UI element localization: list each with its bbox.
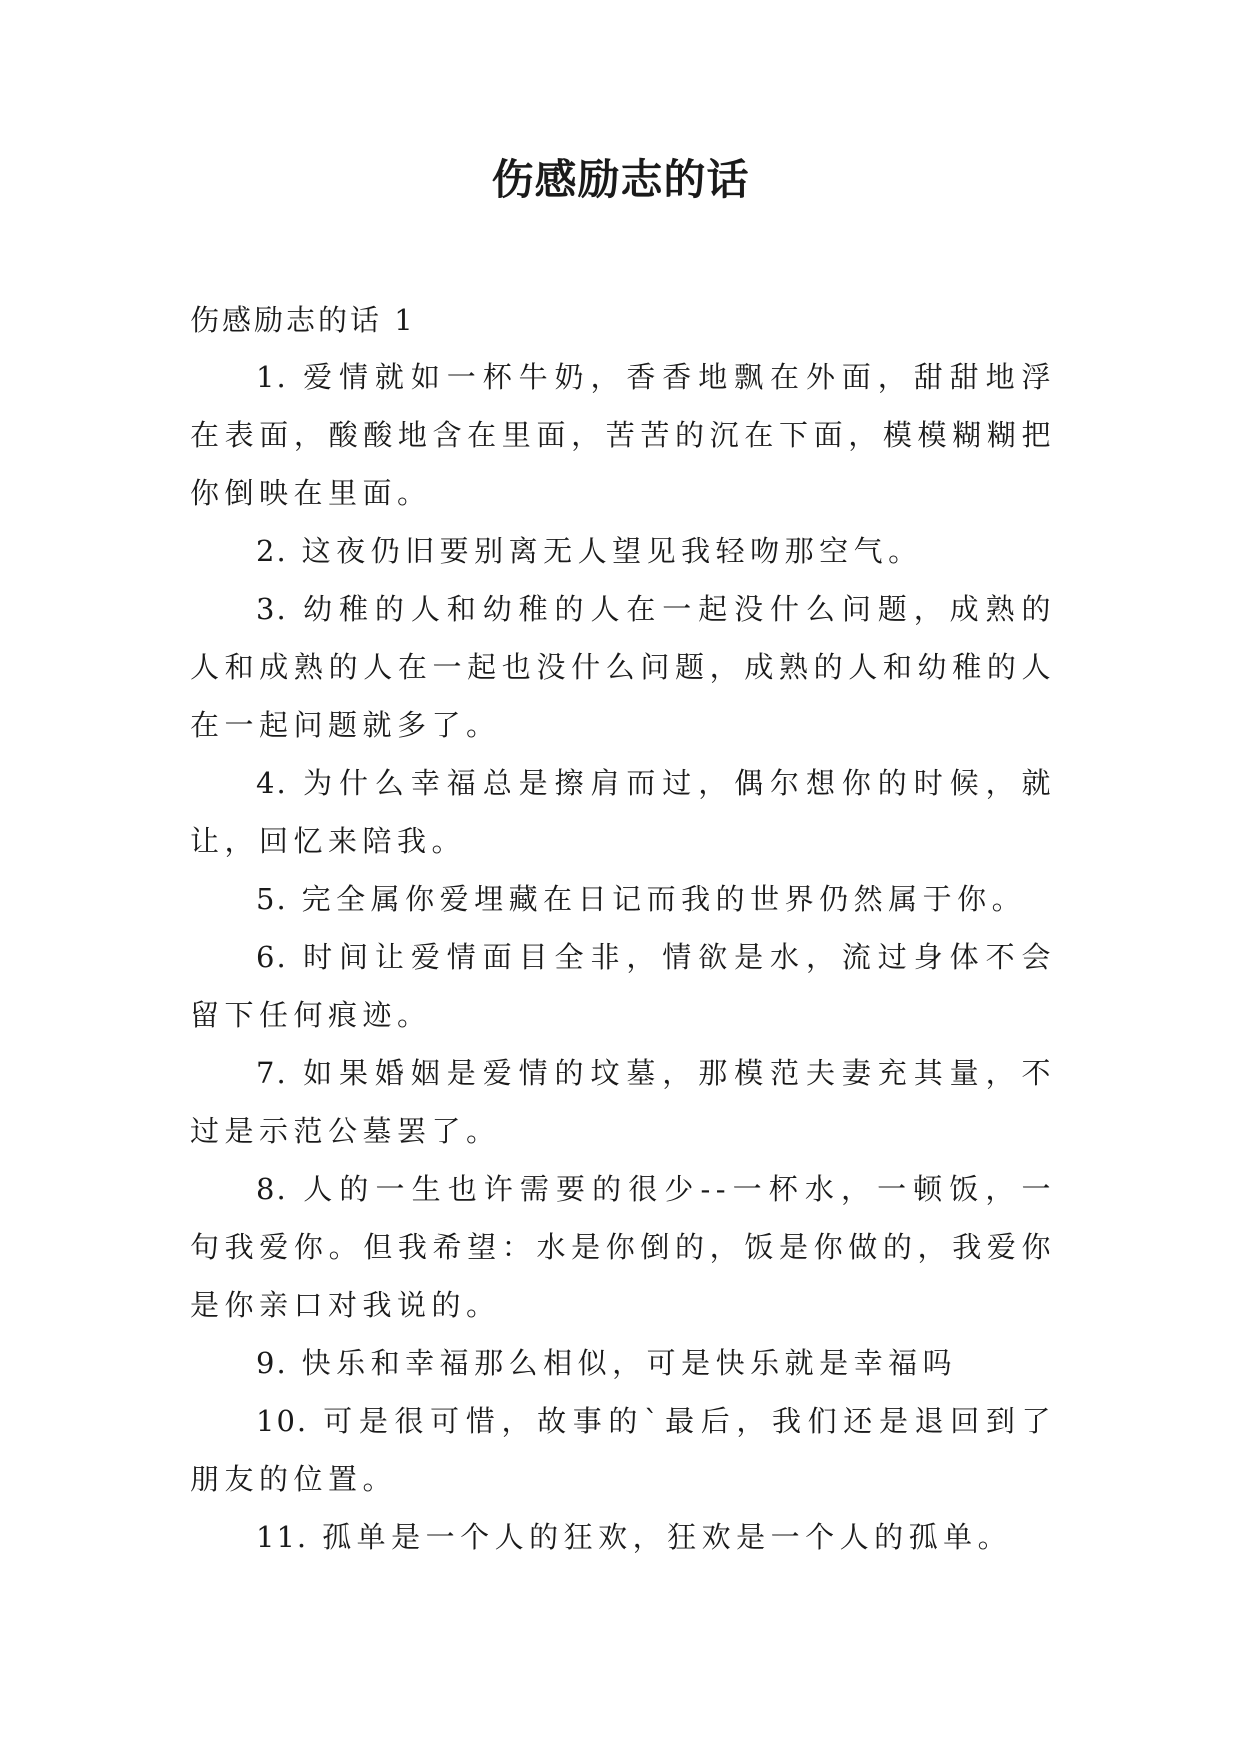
list-item: [190, 522, 1056, 580]
item-number: 6.: [256, 940, 288, 974]
list-item: [190, 1044, 1056, 1160]
document-title: 伤感励志的话: [491, 155, 750, 204]
item-text: 时间让爱情面目全非，情欲是水，流过身体不会留下任何痕迹。: [190, 940, 1056, 1032]
item-number: 5.: [256, 882, 288, 916]
item-number: 2.: [256, 534, 288, 568]
item-text: 完全属你爱埋藏在日记而我的世界仍然属于你。: [301, 882, 1027, 916]
item-number: 3.: [256, 592, 288, 626]
list-item: [190, 754, 1056, 870]
item-number: 4.: [256, 766, 288, 800]
item-number: 1.: [256, 360, 288, 394]
list-item: [190, 580, 1056, 754]
list-item: [190, 1508, 1056, 1566]
item-text: 孤单是一个人的狂欢，狂欢是一个人的孤单。: [322, 1520, 1013, 1554]
list-item: [190, 1334, 1056, 1392]
item-text: 为什么幸福总是擦肩而过，偶尔想你的时候，就让，回忆来陪我。: [190, 766, 1056, 858]
item-text: 如果婚姻是爱情的坟墓，那模范夫妻充其量，不过是示范公墓罢了。: [190, 1056, 1056, 1148]
list-item: [190, 1160, 1056, 1334]
item-text: 幼稚的人和幼稚的人在一起没什么问题，成熟的人和成熟的人在一起也没什么问题，成熟的人和幼稚的人在一起问题就多了。: [190, 592, 1056, 742]
item-text: 可是很可惜，故事的`最后，我们还是退回到了朋友的位置。: [190, 1404, 1056, 1496]
section-heading: 伤感励志的话 1: [190, 303, 416, 337]
list-item: [190, 1392, 1056, 1508]
item-number: 8.: [256, 1172, 288, 1206]
item-number: 9.: [256, 1346, 288, 1380]
item-text: 爱情就如一杯牛奶，香香地飘在外面，甜甜地浮在表面，酸酸地含在里面，苦苦的沉在下面，模模糊糊把你倒映在里面。: [190, 360, 1056, 510]
item-number: 7.: [256, 1056, 288, 1090]
list-item: [190, 870, 1056, 928]
item-number: 11.: [256, 1520, 309, 1554]
item-number: 10.: [256, 1404, 309, 1438]
list-item: [190, 348, 1056, 522]
item-text: 快乐和幸福那么相似，可是快乐就是幸福吗: [301, 1346, 958, 1380]
item-text: 这夜仍旧要别离无人望见我轻吻那空气。: [301, 534, 923, 568]
list-item: [190, 928, 1056, 1044]
document-body: [190, 292, 1056, 1566]
item-text: 人的一生也许需要的很少--一杯水，一顿饭，一句我爱你。但我希望：水是你倒的，饭是你做的，我爱你是你亲口对我说的。: [190, 1172, 1056, 1322]
